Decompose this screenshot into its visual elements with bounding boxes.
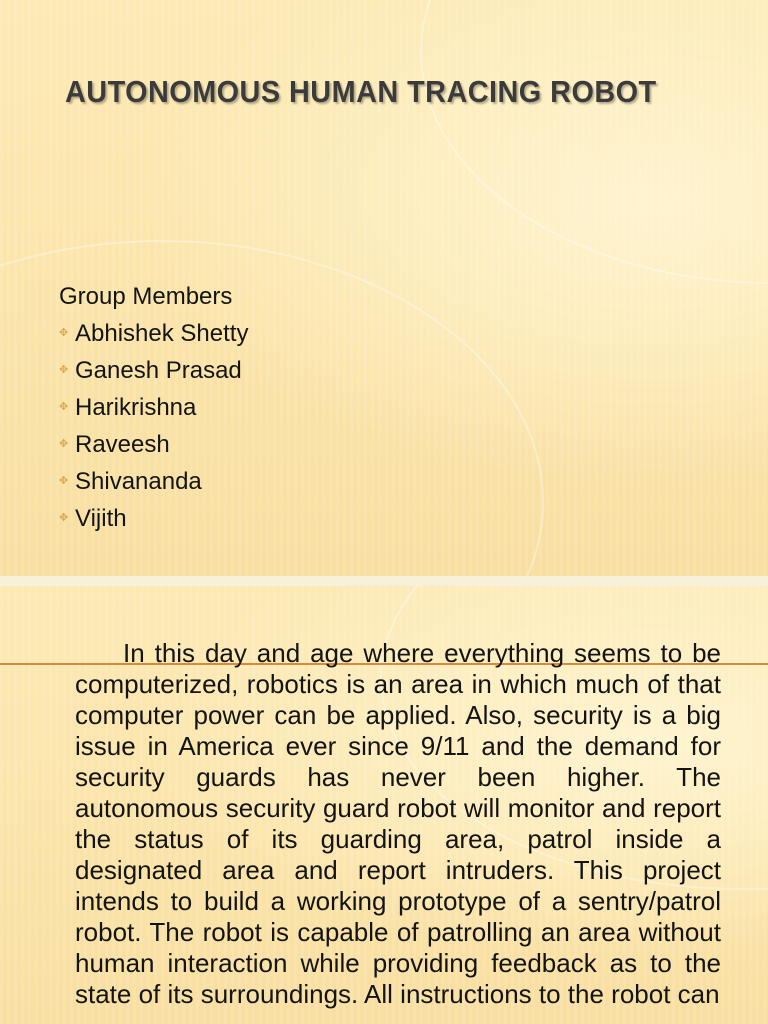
group-members-block bbox=[59, 278, 248, 537]
list-item bbox=[59, 352, 248, 389]
slide-title: AUTONOMOUS HUMAN TRACING ROBOT bbox=[65, 74, 657, 109]
member-list bbox=[59, 315, 248, 537]
list-item bbox=[59, 389, 248, 426]
body-paragraph: In this day and age where everything seems to be computerized, robotics is an area in which much of that computer power can be applied. Also, security is a big issue in America ever since 9/11 and the demand for security guards has never been higher. The autonomous security guard robot will monitor and report the status of its guarding area, patrol inside a designated area and report intruders. This project intends to build a working prototype of a sentry/patrol robot. The robot is capable of patrolling an area without human interaction while providing feedback as to the state of its surroundings. All instructions to the robot can bbox=[75, 638, 721, 1009]
bullet-icon: ✥ bbox=[59, 401, 69, 413]
bullet-icon: ✥ bbox=[59, 438, 69, 450]
group-members-label: Group Members bbox=[59, 283, 233, 310]
bullet-icon: ✥ bbox=[59, 475, 69, 487]
member-name: Raveesh bbox=[75, 431, 170, 458]
background-swoosh bbox=[420, 0, 768, 284]
slide-2 bbox=[0, 586, 768, 1024]
member-name: Shivananda bbox=[75, 468, 202, 495]
member-name: Harikrishna bbox=[75, 394, 197, 421]
bullet-icon: ✥ bbox=[59, 364, 69, 376]
list-item bbox=[59, 426, 248, 463]
member-name: Vijith bbox=[75, 505, 127, 532]
member-name: Abhishek Shetty bbox=[75, 320, 249, 347]
list-item bbox=[59, 500, 248, 537]
bullet-icon: ✥ bbox=[59, 512, 69, 524]
list-item bbox=[59, 463, 248, 500]
bullet-icon: ✥ bbox=[59, 327, 69, 339]
list-item bbox=[59, 315, 248, 352]
member-name: Ganesh Prasad bbox=[75, 357, 242, 384]
